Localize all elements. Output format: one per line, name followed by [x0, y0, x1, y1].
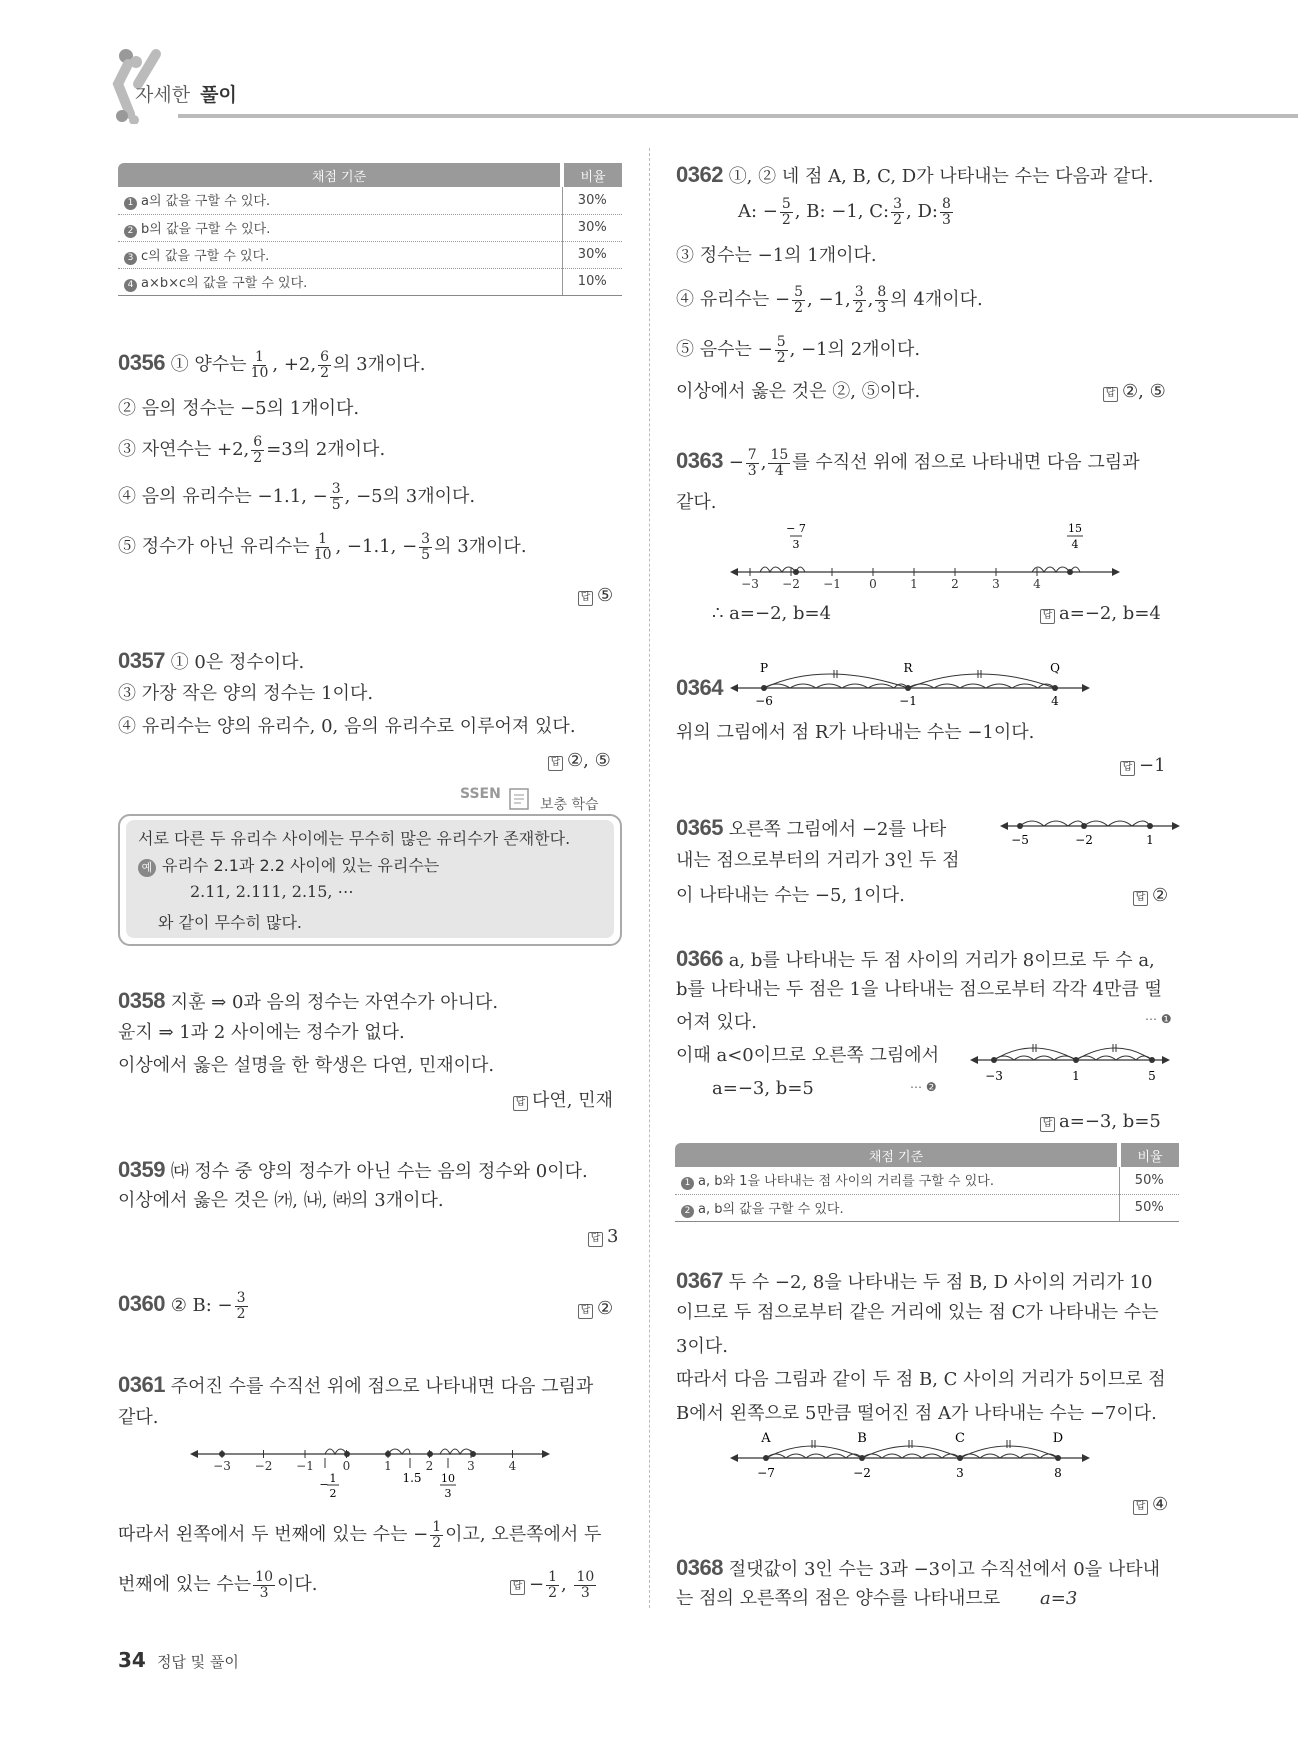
svg-text:4: 4: [1051, 694, 1059, 708]
answer: ②, ⑤: [567, 750, 611, 771]
problem-number: 0357: [118, 648, 165, 673]
tick-label: 2: [425, 1459, 434, 1473]
answer: 다연, 민재: [532, 1090, 613, 1111]
svg-text:5: 5: [1148, 1069, 1156, 1083]
tick-label: 4: [1033, 577, 1041, 591]
answer-icon: 답: [578, 591, 593, 606]
tick-label: 3: [467, 1459, 475, 1473]
svg-text:−2: −2: [853, 1466, 871, 1480]
answer: −: [529, 1574, 545, 1596]
table-row: 1 a, b와 1을 나타내는 점 사이의 거리를 구할 수 있다. 50%: [675, 1167, 1179, 1194]
answer: ②, ⑤: [1122, 381, 1166, 402]
svg-text:3: 3: [444, 1487, 452, 1500]
svg-text:1: 1: [1146, 833, 1154, 847]
tick-label: 2: [951, 577, 959, 591]
text-line: ② 음의 정수는 −5의 1개이다.: [118, 398, 360, 419]
tick-label: 0: [869, 577, 877, 591]
problem-number: 0364: [676, 675, 723, 700]
svg-text:−6: −6: [755, 694, 773, 708]
ssen-tag: 보충 학습: [540, 797, 599, 813]
header: [0, 40, 1298, 130]
tick-label: −1: [823, 577, 841, 591]
table-header: 채점 기준: [675, 1143, 1119, 1167]
problem-number: 0356: [118, 350, 165, 376]
svg-text:−1: −1: [899, 694, 917, 708]
svg-text:8: 8: [1054, 1466, 1062, 1480]
answer-icon: 답: [578, 1304, 593, 1319]
problem-number: 0362: [676, 162, 723, 187]
tick-label: −3: [741, 577, 759, 591]
table-row: 3 c의 값을 구할 수 있다. 30%: [118, 241, 622, 268]
number-line-0367: [730, 1430, 1090, 1482]
tick-label: 1: [384, 1459, 392, 1473]
table-header: 비율: [562, 163, 622, 187]
header-title-a: 자세한: [135, 84, 191, 106]
table-row: 4 a×b×c의 값을 구할 수 있다. 10%: [118, 268, 622, 295]
svg-text:− 7: − 7: [786, 522, 806, 535]
answer-icon: 답: [1040, 1117, 1055, 1132]
number-line-0366: [970, 1030, 1170, 1085]
answer: 3: [607, 1226, 619, 1247]
number-line-0363: [730, 520, 1120, 595]
svg-text:−2: −2: [1075, 833, 1093, 847]
svg-text:P: P: [759, 661, 769, 675]
problem-number: 0367: [676, 1268, 723, 1293]
tick-label: −1: [296, 1459, 314, 1473]
problem-number: 0365: [676, 815, 723, 840]
svg-text:C: C: [955, 1431, 965, 1446]
answer: a=−2, b=4: [1059, 603, 1161, 624]
answer: ②: [1152, 885, 1169, 906]
page-number: 34: [118, 1648, 146, 1672]
answer-icon: 답: [513, 1096, 528, 1111]
tick-label: 4: [508, 1459, 517, 1473]
tick-label: −2: [782, 577, 800, 591]
ssen-brand: SSEN: [460, 786, 501, 802]
label-1-5: 1.5: [402, 1471, 422, 1485]
answer-icon: 답: [1040, 609, 1055, 624]
svg-text:4: 4: [1071, 538, 1079, 551]
svg-text:1: 1: [329, 1472, 337, 1485]
tick-label: −3: [213, 1459, 231, 1473]
table-header: 비율: [1119, 1143, 1179, 1167]
footer: [118, 1648, 239, 1672]
svg-text:D: D: [1052, 1431, 1064, 1446]
table-row: 1 a의 값을 구할 수 있다. 30%: [118, 187, 622, 214]
footer-label: 정답 및 풀이: [156, 1653, 239, 1671]
answer-icon: 답: [588, 1232, 603, 1247]
problem-number: 0359: [118, 1157, 165, 1182]
svg-text:−: −: [319, 1478, 329, 1491]
svg-text:−7: −7: [757, 1466, 775, 1480]
answer-icon: 답: [510, 1580, 525, 1595]
svg-text:B: B: [857, 1431, 867, 1446]
column-divider: [649, 148, 650, 1608]
svg-text:1: 1: [1072, 1069, 1080, 1083]
answer-icon: 답: [1133, 1500, 1148, 1515]
svg-text:10: 10: [441, 1472, 455, 1485]
answer-icon: 답: [1120, 761, 1135, 776]
ssen-line: 서로 다른 두 유리수 사이에는 무수히 많은 유리수가 존재한다.: [138, 829, 571, 848]
table-row: 2 b의 값을 구할 수 있다. 30%: [118, 214, 622, 241]
tick-label: 1: [910, 577, 918, 591]
memo-icon: [506, 786, 534, 812]
tick-label: 3: [992, 577, 1000, 591]
svg-text:−5: −5: [1011, 833, 1029, 847]
svg-text:3: 3: [956, 1466, 964, 1480]
number-line-0365: [1000, 810, 1180, 850]
problem-number: 0363: [676, 448, 723, 474]
header-rule: [178, 114, 1298, 118]
answer-icon: 답: [548, 756, 563, 771]
example-badge: 예: [138, 859, 156, 877]
problem-number: 0366: [676, 946, 723, 971]
scoring-table-1: [118, 163, 622, 296]
problem-number: 0368: [676, 1555, 723, 1580]
number-line-0364: [730, 660, 1090, 710]
tick-label: −2: [254, 1459, 273, 1473]
header-title-b: 풀이: [200, 84, 237, 106]
svg-text:A: A: [761, 1431, 771, 1446]
problem-number: 0360: [118, 1291, 165, 1317]
number-line-0361: [190, 1430, 550, 1510]
answer: a=−3, b=5: [1059, 1111, 1161, 1132]
svg-text:3: 3: [792, 538, 800, 551]
answer: −1: [1139, 755, 1166, 776]
answer: ②: [597, 1298, 614, 1319]
svg-text:−3: −3: [985, 1069, 1003, 1083]
answer: ④: [1152, 1494, 1169, 1515]
answer: ⑤: [597, 585, 614, 606]
table-row: 2 a, b의 값을 구할 수 있다. 50%: [675, 1194, 1179, 1221]
table-header: 채점 기준: [118, 163, 562, 187]
svg-text:Q: Q: [1050, 661, 1060, 675]
problem-number: 0358: [118, 988, 165, 1013]
problem-number: 0361: [118, 1372, 165, 1397]
svg-text:R: R: [903, 661, 913, 675]
tick-label: 0: [342, 1459, 351, 1473]
svg-text:2: 2: [329, 1487, 337, 1500]
scoring-table-2: [675, 1143, 1179, 1222]
svg-text:15: 15: [1068, 522, 1082, 535]
answer-icon: 답: [1133, 891, 1148, 906]
answer-icon: 답: [1103, 387, 1118, 402]
